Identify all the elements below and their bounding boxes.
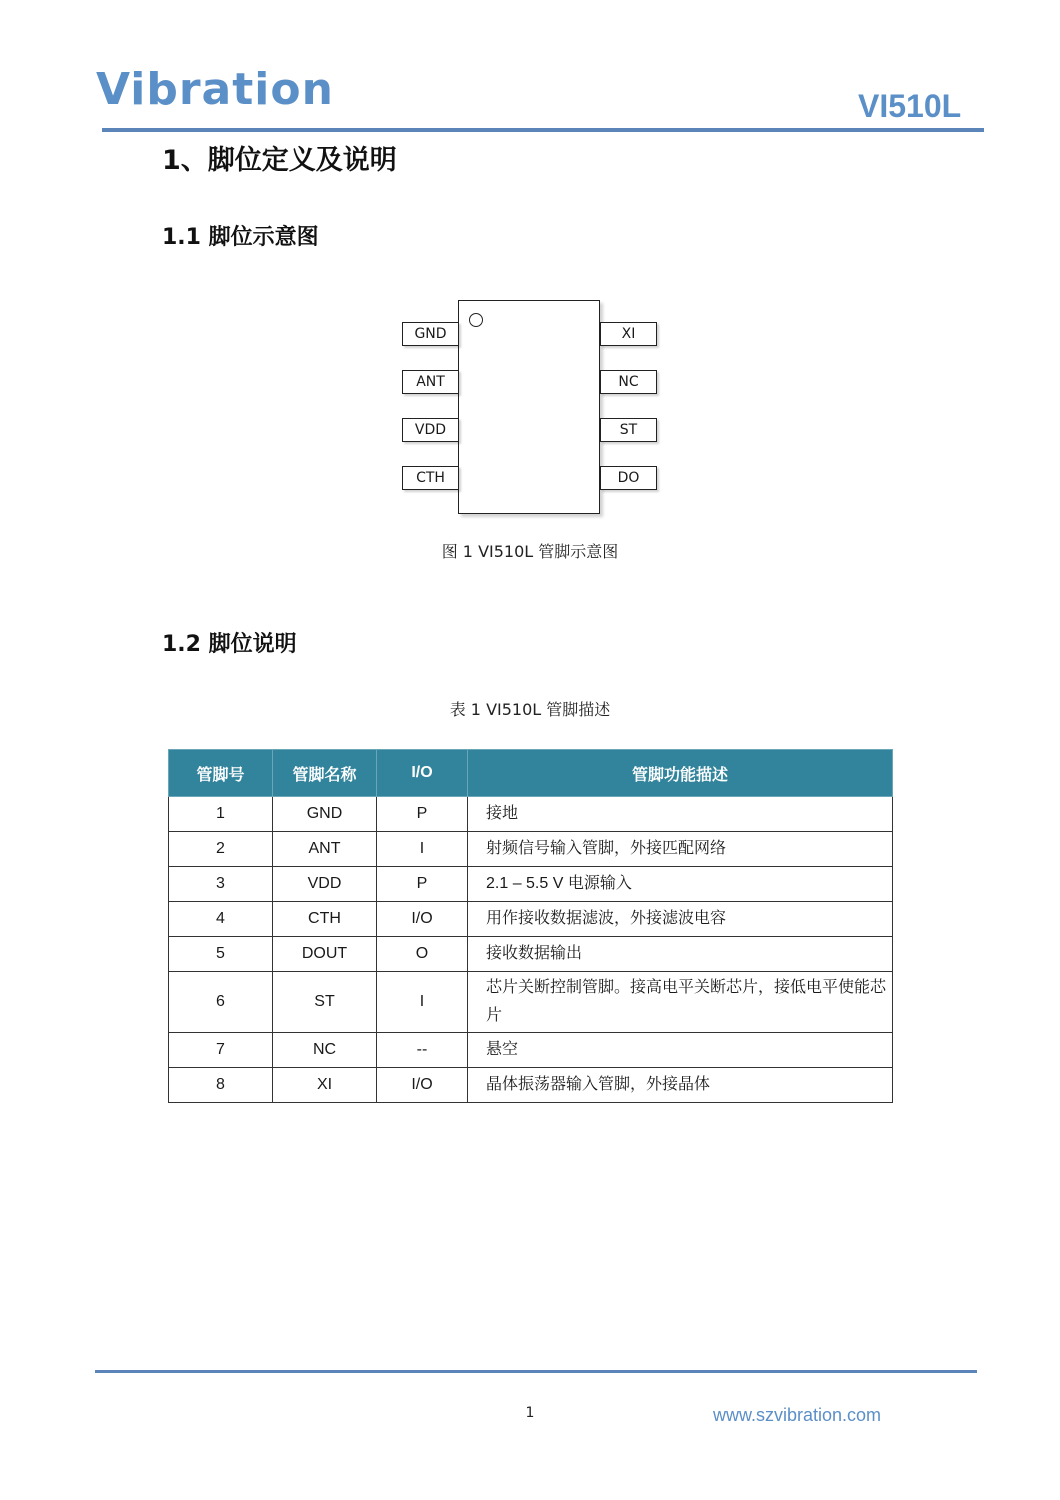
pin-description: 用作接收数据滤波，外接滤波电容	[468, 902, 893, 937]
header-divider	[102, 128, 984, 132]
table-row	[169, 1033, 893, 1068]
pin-io: O	[377, 937, 468, 972]
pin-io: I	[377, 832, 468, 867]
pin-label-left-3: VDD	[402, 418, 459, 442]
model-name: VI510L	[858, 88, 962, 124]
pin-number: 8	[169, 1068, 273, 1103]
figure-caption: 图 1 VI510L 管脚示意图	[441, 542, 619, 561]
pin-number: 7	[169, 1033, 273, 1068]
header-pin-number: 管脚号	[169, 750, 273, 797]
table-row	[169, 1068, 893, 1103]
header-description: 管脚功能描述	[468, 750, 893, 797]
table-row	[169, 797, 893, 832]
pin-description: 芯片关断控制管脚。接高电平关断芯片，接低电平使能芯片	[468, 972, 893, 1033]
pin-name: GND	[273, 797, 377, 832]
table-row	[169, 832, 893, 867]
pin-name: ST	[273, 972, 377, 1033]
pin1-marker-icon	[469, 313, 483, 327]
pin-number: 6	[169, 972, 273, 1033]
table-row	[169, 972, 893, 1033]
pin-name: NC	[273, 1033, 377, 1068]
pin-io: P	[377, 797, 468, 832]
pin-label-right-4: DO	[600, 466, 657, 490]
pin-label-left-2: ANT	[402, 370, 459, 394]
pin-name: XI	[273, 1068, 377, 1103]
pin-number: 2	[169, 832, 273, 867]
pin-io: I/O	[377, 1068, 468, 1103]
pin-io: --	[377, 1033, 468, 1068]
pin-io: I/O	[377, 902, 468, 937]
pin-table	[168, 749, 893, 1103]
table-header-row	[169, 750, 893, 797]
table-row	[169, 937, 893, 972]
pin-description: 2.1 – 5.5 V 电源输入	[468, 867, 893, 902]
subsection-title-pin-diagram: 1.1 脚位示意图	[162, 225, 319, 250]
chip-body	[458, 300, 600, 514]
page-number: 1	[525, 1405, 535, 1421]
pin-label-left-4: CTH	[402, 466, 459, 490]
pin-name: ANT	[273, 832, 377, 867]
header-pin-name: 管脚名称	[273, 750, 377, 797]
pin-label-left-1: GND	[402, 322, 459, 346]
section-title: 1、脚位定义及说明	[162, 145, 397, 176]
pin-description: 接收数据输出	[468, 937, 893, 972]
pin-description: 晶体振荡器输入管脚，外接晶体	[468, 1068, 893, 1103]
pin-label-right-3: ST	[600, 418, 657, 442]
table-row	[169, 902, 893, 937]
pin-label-right-1: XI	[600, 322, 657, 346]
pin-io: I	[377, 972, 468, 1033]
table-row	[169, 867, 893, 902]
website-link[interactable]: www.szvibration.com	[713, 1405, 882, 1425]
pin-io: P	[377, 867, 468, 902]
pin-number: 1	[169, 797, 273, 832]
pin-description: 射频信号输入管脚，外接匹配网络	[468, 832, 893, 867]
header-io: I/O	[377, 750, 468, 797]
pin-description: 接地	[468, 797, 893, 832]
pin-description: 悬空	[468, 1033, 893, 1068]
pin-name: CTH	[273, 902, 377, 937]
footer-divider	[95, 1370, 977, 1373]
subsection-title-pin-description: 1.2 脚位说明	[162, 632, 297, 657]
pin-name: VDD	[273, 867, 377, 902]
pin-number: 3	[169, 867, 273, 902]
pin-number: 5	[169, 937, 273, 972]
company-logo: Vibration	[96, 64, 334, 115]
table-caption: 表 1 VI510L 管脚描述	[449, 700, 611, 719]
pin-label-right-2: NC	[600, 370, 657, 394]
pin-number: 4	[169, 902, 273, 937]
pin-name: DOUT	[273, 937, 377, 972]
